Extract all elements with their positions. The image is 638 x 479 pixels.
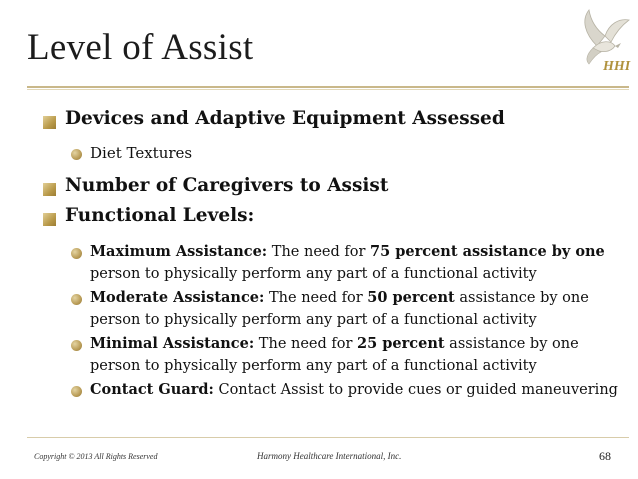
level-contact-guard: Contact Guard: Contact Assist to provide cues or guided maneuvering	[90, 381, 618, 398]
level-moderate: Moderate Assistance: The need for 50 percent assistance by one person to physically perform any part of a functional activity	[90, 289, 589, 328]
hhi-logo	[575, 6, 633, 76]
level-maximum: Maximum Assistance: The need for 75 percent assistance by one person to physically perform any part of a functional activity	[90, 243, 605, 282]
page-number: 68	[599, 449, 611, 463]
bullet-dot-icon	[71, 386, 82, 397]
bullet-caregivers: Number of Caregivers to Assist	[65, 175, 389, 196]
level-label: Contact Guard:	[90, 381, 214, 398]
logo-text: HHI	[603, 59, 631, 74]
level-label: Moderate Assistance:	[90, 289, 265, 306]
bullet-dot-icon	[71, 294, 82, 305]
bullet-dot-icon	[71, 149, 82, 160]
footer-rule	[27, 437, 629, 438]
bullet-devices: Devices and Adaptive Equipment Assessed	[65, 108, 505, 129]
dove-icon	[575, 6, 633, 76]
level-label: Minimal Assistance:	[90, 335, 255, 352]
bullet-square-icon	[43, 213, 56, 226]
level-label: Maximum Assistance:	[90, 243, 268, 260]
bullet-square-icon	[43, 183, 56, 196]
bullet-dot-icon	[71, 340, 82, 351]
title-rule-shadow	[27, 89, 629, 90]
bullet-square-icon	[43, 116, 56, 129]
slide-title: Level of Assist	[27, 27, 254, 68]
footer-copyright: Copyright © 2013 All Rights Reserved	[34, 452, 158, 461]
bullet-functional-levels: Functional Levels:	[65, 205, 255, 226]
level-minimal: Minimal Assistance: The need for 25 percent assistance by one person to physically perform any part of a functional activity	[90, 335, 579, 374]
footer-company: Harmony Healthcare International, Inc.	[257, 451, 402, 461]
bullet-dot-icon	[71, 248, 82, 259]
sub-diet-textures: Diet Textures	[90, 144, 193, 162]
title-rule	[27, 86, 629, 88]
